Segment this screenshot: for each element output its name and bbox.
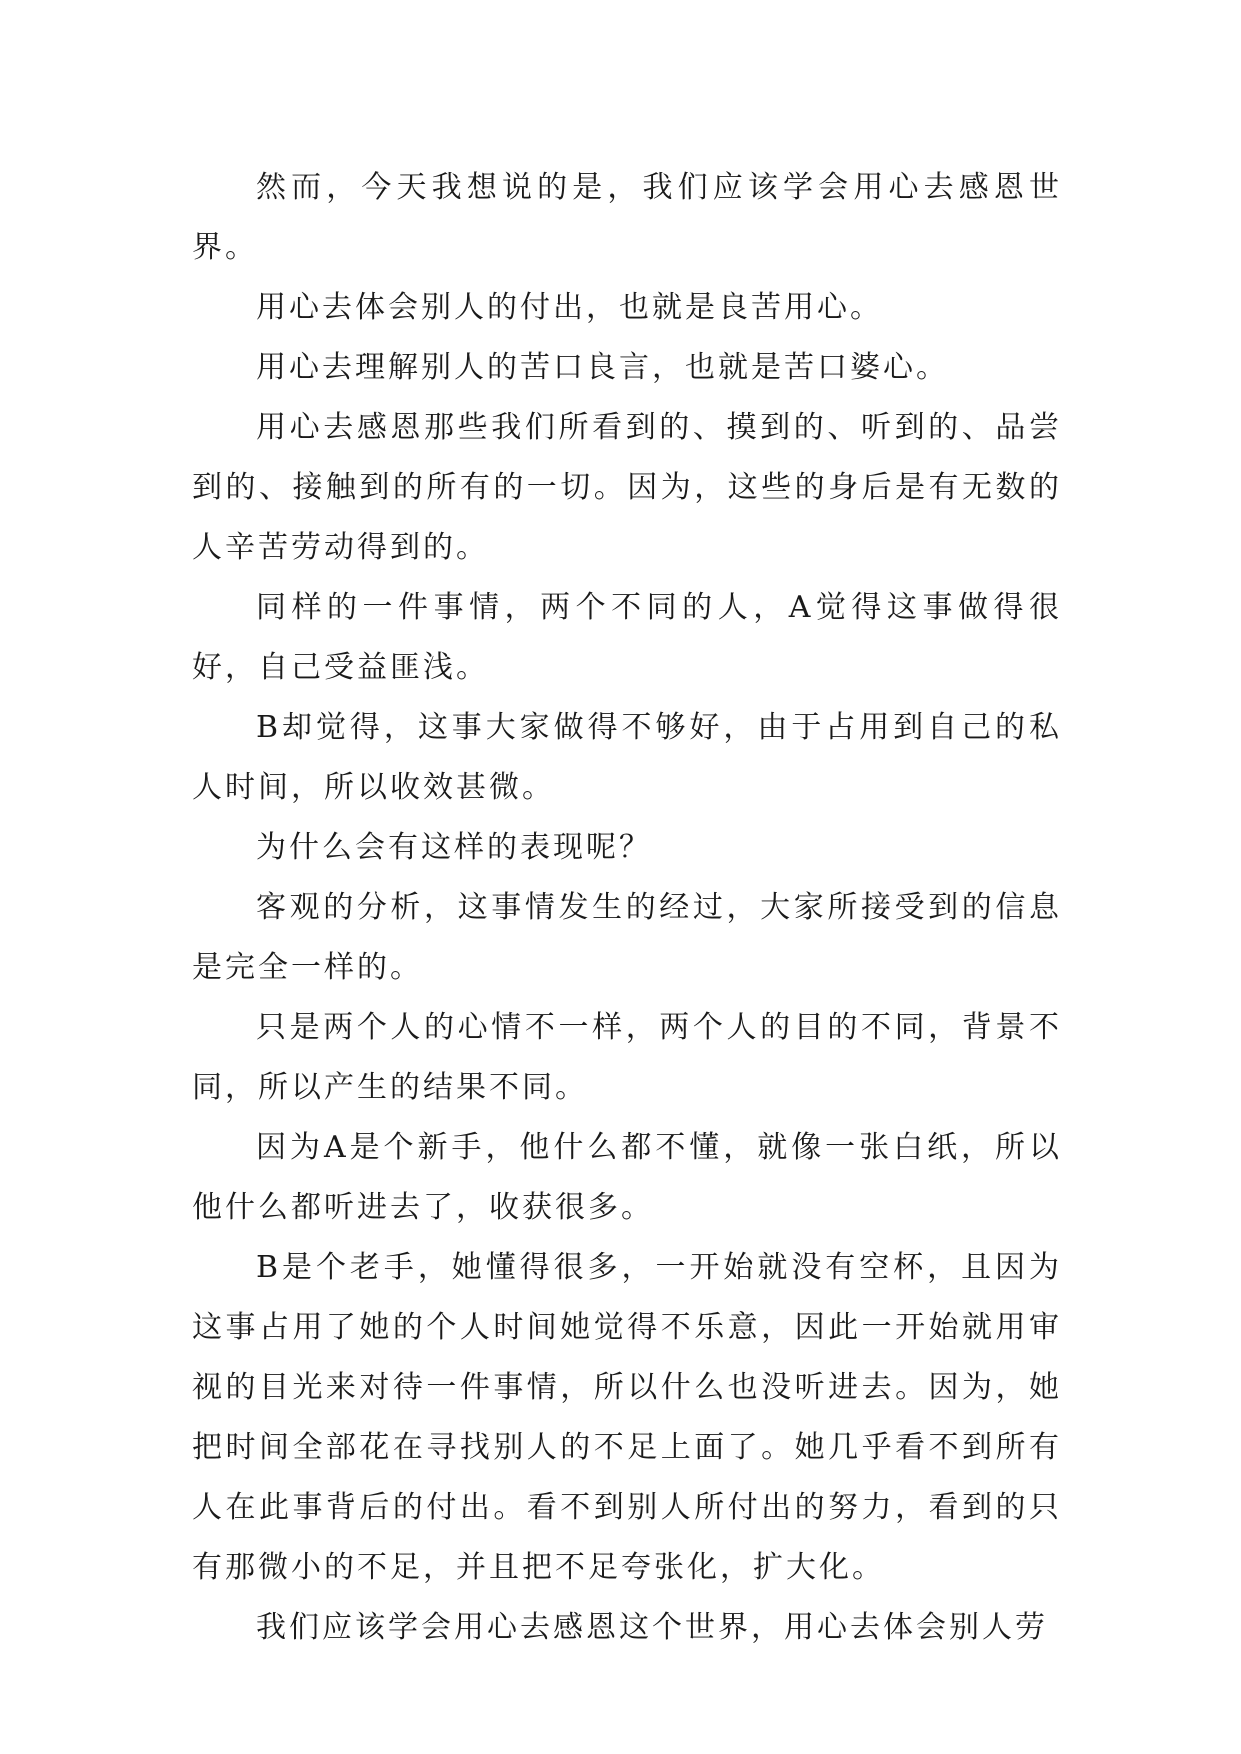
paragraph-1: 然而，今天我想说的是，我们应该学会用心去感恩世界。 (192, 170, 1062, 265)
paragraph-2: 用心去体会别人的付出，也就是良苦用心。 (256, 290, 883, 325)
paragraph-4: 用心去感恩那些我们所看到的、摸到的、听到的、品尝到的、接触到的所有的一切。因为，这些的身后是有无数的人辛苦劳动得到的。 (192, 410, 1062, 565)
paragraph-12: 我们应该学会用心去感恩这个世界，用心去体会别人劳 (256, 1610, 1048, 1645)
paragraph-6: B却觉得，这事大家做得不够好，由于占用到自己的私人时间，所以收效甚微。 (192, 710, 1062, 805)
paragraph-8: 客观的分析，这事情发生的经过，大家所接受到的信息是完全一样的。 (192, 890, 1062, 985)
paragraph-5: 同样的一件事情，两个不同的人，A觉得这事做得很好，自己受益匪浅。 (192, 590, 1062, 685)
document-body (192, 158, 1062, 1658)
paragraph-9: 只是两个人的心情不一样，两个人的目的不同，背景不同，所以产生的结果不同。 (192, 1010, 1062, 1105)
paragraph-10: 因为A是个新手，他什么都不懂，就像一张白纸，所以他什么都听进去了，收获很多。 (192, 1130, 1062, 1225)
paragraph-3: 用心去理解别人的苦口良言，也就是苦口婆心。 (256, 350, 949, 385)
paragraph-7: 为什么会有这样的表现呢？ (256, 830, 652, 865)
paragraph-11: B是个老手，她懂得很多，一开始就没有空杯，且因为这事占用了她的个人时间她觉得不乐意，因此一开始就用审视的目光来对待一件事情，所以什么也没听进去。因为，她把时间全部花在寻找别人的不足上面了。她几乎看不到所有人在此事背后的付出。看不到别人所付出的努力，看到的只有那微小的不足，并且把不足夸张化，扩大化。 (192, 1250, 1062, 1585)
